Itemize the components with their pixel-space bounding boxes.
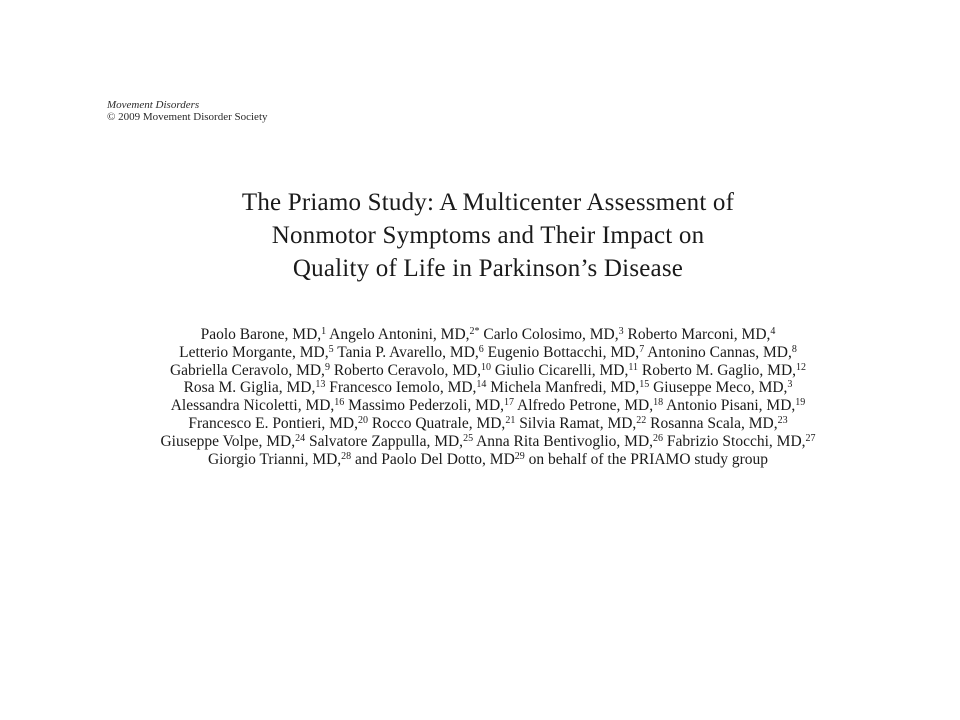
affiliation-marker: 9	[324, 361, 330, 373]
affiliation-marker: 16	[334, 397, 345, 409]
author-name: Roberto Ceravolo, MD,	[329, 361, 482, 379]
journal-name: Movement Disorders	[107, 99, 200, 111]
author-line	[0, 397, 960, 415]
author-name: Letterio Morgante, MD,	[179, 343, 329, 361]
author-line	[0, 415, 960, 433]
affiliation-marker: 3	[618, 326, 624, 337]
author-name: Tania P. Avarello, MD,	[333, 343, 479, 361]
author-name: Rosa M. Giglia, MD,	[183, 379, 316, 397]
author-name: Giorgio Trianni, MD,	[207, 450, 342, 468]
affiliation-marker: 29	[514, 450, 525, 462]
journal-header	[107, 99, 447, 123]
article-title	[0, 186, 960, 285]
author-name: Giuseppe Meco, MD,	[649, 379, 788, 397]
author-line	[0, 433, 960, 451]
author-name: Silvia Ramat, MD,	[515, 414, 637, 432]
author-name: Massimo Pederzoli, MD,	[344, 397, 505, 415]
affiliation-marker: 19	[795, 397, 806, 409]
author-name: Fabrizio Stocchi, MD,	[663, 432, 806, 450]
author-name: Eugenio Bottacchi, MD,	[483, 343, 640, 361]
affiliation-marker: 13	[315, 379, 326, 391]
author-name: Anna Rita Bentivoglio, MD,	[473, 432, 654, 450]
affiliation-marker: 25	[463, 432, 474, 444]
affiliation-marker: 26	[653, 432, 664, 444]
affiliation-marker: 18	[653, 397, 664, 409]
author-name: Salvatore Zappulla, MD,	[305, 432, 464, 450]
author-line	[0, 379, 960, 397]
author-name: Giulio Cicarelli, MD,	[491, 361, 629, 379]
author-name: Antonio Pisani, MD,	[663, 397, 796, 415]
affiliation-marker: 10	[481, 361, 492, 373]
author-line	[0, 344, 960, 362]
affiliation-marker: 3	[787, 379, 793, 391]
author-name: Francesco Iemolo, MD,	[325, 379, 477, 397]
author-name: Francesco E. Pontieri, MD,	[188, 414, 358, 432]
affiliation-marker: 12	[796, 361, 807, 373]
author-name: on behalf of the PRIAMO study group	[524, 450, 769, 468]
affiliation-marker: 24	[295, 432, 306, 444]
author-name: Roberto Marconi, MD,	[623, 326, 771, 343]
affiliation-marker: 22	[636, 414, 647, 426]
affiliation-marker: 7	[639, 343, 645, 355]
author-name: Michela Manfredi, MD,	[486, 379, 640, 397]
affiliation-marker: 8	[791, 343, 797, 355]
affiliation-marker: 17	[504, 397, 515, 409]
author-line	[0, 362, 960, 380]
author-name: Giuseppe Volpe, MD,	[160, 432, 296, 450]
author-name: Angelo Antonini, MD,	[326, 326, 470, 343]
title-line: Nonmotor Symptoms and Their Impact on	[271, 222, 705, 249]
affiliation-marker: 28	[341, 450, 352, 462]
affiliation-marker: 14	[476, 379, 487, 391]
author-name: Gabriella Ceravolo, MD,	[169, 361, 325, 379]
affiliation-marker: 1	[321, 326, 327, 337]
affiliation-marker: 4	[770, 326, 776, 337]
author-name: Rosanna Scala, MD,	[646, 414, 778, 432]
affiliation-marker: 6	[478, 343, 484, 355]
affiliation-marker: 5	[328, 343, 334, 355]
author-name: and Paolo Del Dotto, MD	[351, 450, 515, 468]
author-name: Paolo Barone, MD,	[200, 326, 322, 343]
affiliation-marker: 21	[505, 414, 516, 426]
journal-copyright: © 2009 Movement Disorder Society	[107, 111, 268, 123]
affiliation-marker: 2*	[469, 326, 480, 337]
author-list	[0, 326, 960, 468]
author-name: Alessandra Nicoletti, MD,	[170, 397, 335, 415]
author-name: Carlo Colosimo, MD,	[479, 326, 619, 343]
affiliation-marker: 23	[777, 414, 788, 426]
author-name: Antonino Cannas, MD,	[644, 343, 792, 361]
author-line	[0, 451, 960, 469]
author-name: Roberto M. Gaglio, MD,	[638, 361, 797, 379]
affiliation-marker: 11	[628, 361, 639, 373]
title-line: Quality of Life in Parkinson’s Disease	[292, 255, 684, 282]
affiliation-marker: 27	[805, 432, 816, 444]
author-name: Rocco Quatrale, MD,	[368, 414, 506, 432]
affiliation-marker: 20	[358, 414, 368, 426]
affiliation-marker: 15	[639, 379, 650, 391]
author-name: Alfredo Petrone, MD,	[514, 397, 654, 415]
author-line	[0, 326, 960, 344]
title-line: The Priamo Study: A Multicenter Assessment of	[241, 189, 735, 216]
